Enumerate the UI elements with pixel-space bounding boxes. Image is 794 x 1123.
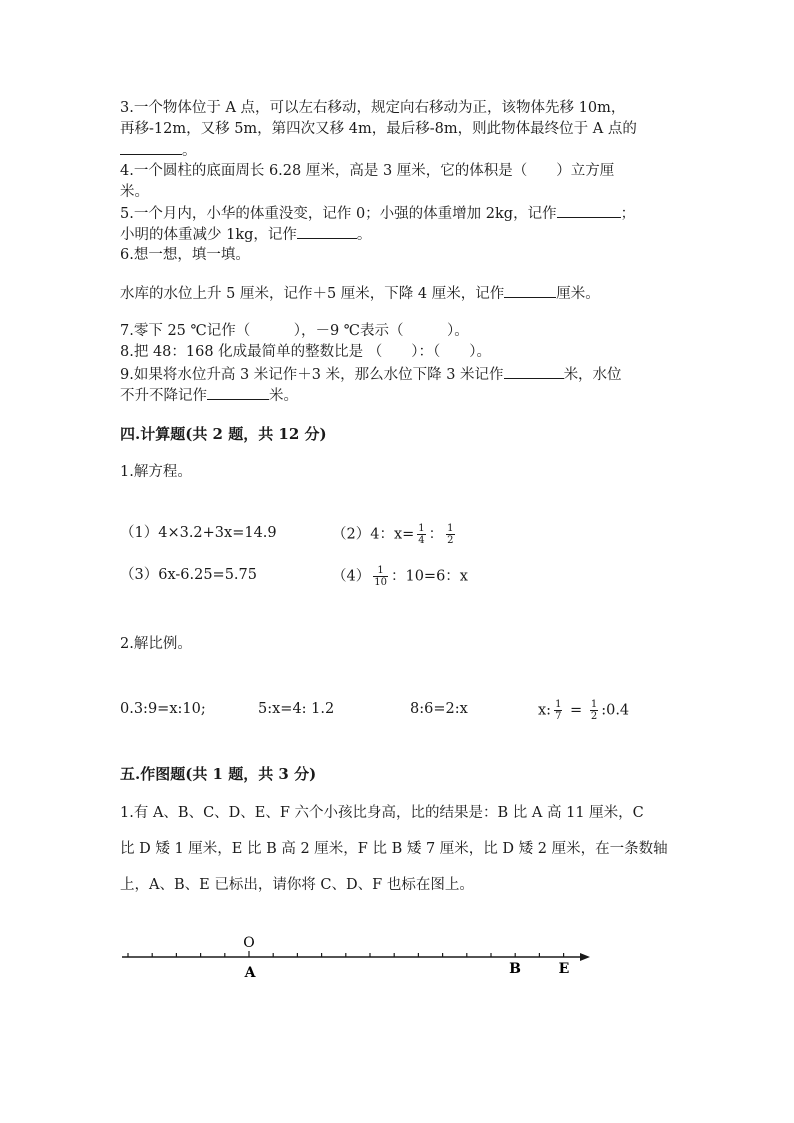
q4-line2: 米。 [120, 184, 149, 200]
q9-line1-text: 9.如果将水位升高 3 米记作＋3 米，那么水位下降 3 米记作 [120, 367, 504, 383]
q9-blank-1[interactable] [504, 364, 564, 379]
fraction-denominator: 2 [447, 535, 454, 546]
sec5-q1-line3: 上，A、B、E 已标出，请你将 C、D、F 也标在图上。 [120, 877, 474, 893]
equation-1: （1）4×3.2+3x=14.9 [120, 525, 277, 541]
fraction-numerator: 1 [447, 523, 454, 534]
q5-line1 [120, 203, 635, 224]
number-line-ticks [128, 951, 564, 957]
fraction-numerator: 1 [418, 523, 425, 534]
fraction-numerator: 1 [590, 699, 598, 710]
q9-line1-end: 米，水位 [563, 367, 622, 383]
q9-line2-end: 米。 [269, 388, 298, 404]
fraction-numerator: 1 [555, 699, 562, 710]
q6-line1: 6.想一想，填一填。 [120, 247, 250, 263]
q9-line2-text: 不升不降记作 [120, 388, 207, 404]
fraction-1-7 [554, 699, 562, 722]
proportion-4-equals: = [565, 702, 587, 719]
q9-blank-2[interactable] [207, 385, 269, 400]
q4-line1: 4.一个圆柱的底面周长 6.28 厘米，高是 3 厘米，它的体积是（ ）立方厘 [120, 163, 615, 179]
section-5-title: 五.作图题(共 1 题，共 3 分) [120, 765, 317, 783]
q5-line1-end: ； [620, 206, 636, 222]
sec5-q1-line1: 1.有 A、B、C、D、E、F 六个小孩比身高，比的结果是：B 比 A 高 11 厘米，C [120, 805, 644, 821]
proportion-4-rest: :0.4 [601, 702, 630, 719]
equation-3: （3）6x-6.25=5.75 [120, 567, 257, 583]
q5-blank-2[interactable] [297, 224, 357, 239]
equation-4-rest: ：10=6：x [390, 568, 468, 585]
proportion-3: 8:6=2:x [410, 701, 468, 717]
q3-line3 [120, 140, 197, 161]
equation-2-colon: ： [428, 526, 444, 543]
equation-2-text: （2）4：x= [332, 526, 415, 543]
number-line-arrow [580, 953, 590, 961]
q5-line2-end: 。 [356, 227, 372, 243]
sec4-q2-label: 2.解比例。 [120, 636, 192, 652]
fraction-denominator: 2 [590, 711, 598, 722]
number-line [0, 930, 794, 1010]
proportion-4 [538, 699, 629, 722]
q3-line2: 再移-12m，又移 5m，第四次又移 4m，最后移-8m，则此物体最终位于 A 点的 [120, 121, 637, 137]
q9-line2 [120, 385, 298, 406]
q6-line2-end: 厘米。 [556, 286, 600, 302]
fraction-1-10 [373, 565, 388, 588]
q5-line2 [120, 224, 371, 245]
q6-blank[interactable] [504, 283, 556, 298]
q5-line1-text: 5.一个月内，小华的体重没变，记作 0；小强的体重增加 2kg，记作 [120, 206, 557, 222]
point-b-label: B [509, 961, 521, 977]
point-a-label: A [244, 965, 256, 981]
sec4-q1-label: 1.解方程。 [120, 464, 192, 480]
section-4-title: 四.计算题(共 2 题，共 12 分) [120, 425, 327, 443]
q7-line: 7.零下 25 ℃记作（ ），－9 ℃表示（ ）。 [120, 323, 469, 339]
q6-line2 [120, 283, 600, 304]
q3-line1: 3.一个物体位于 A 点，可以左右移动，规定向右移动为正，该物体先移 10m， [120, 100, 626, 116]
fraction-numerator: 1 [373, 565, 388, 577]
fraction-denominator: 4 [418, 535, 425, 546]
proportion-1: 0.3:9=x:10; [120, 701, 206, 717]
fraction-denominator: 7 [555, 711, 562, 722]
proportion-4-text: x: [538, 702, 552, 719]
origin-label: O [243, 935, 255, 951]
q8-line: 8.把 48：168 化成最简单的整数比是 （ ）：（ ）。 [120, 344, 492, 360]
equation-4-text: （4） [332, 568, 371, 585]
q5-blank-1[interactable] [557, 203, 621, 218]
fraction-1-2b [590, 699, 598, 722]
fraction-1-4 [417, 523, 425, 546]
equation-4 [332, 565, 468, 588]
q3-answer-blank[interactable] [120, 140, 182, 155]
fraction-1-2 [446, 523, 454, 546]
equation-2 [332, 523, 458, 546]
q9-line1 [120, 364, 622, 385]
q5-line2-text: 小明的体重减少 1kg，记作 [120, 227, 297, 243]
sec5-q1-line2: 比 D 矮 1 厘米，E 比 B 高 2 厘米，F 比 B 矮 7 厘米，比 D 矮 2 厘米，在一条数轴 [120, 841, 668, 857]
q3-line3-end: 。 [182, 143, 197, 159]
q6-line2-text: 水库的水位上升 5 厘米，记作＋5 厘米，下降 4 厘米，记作 [120, 286, 505, 302]
proportion-2: 5:x=4: 1.2 [258, 701, 335, 717]
point-e-label: E [558, 961, 570, 977]
fraction-denominator: 10 [374, 577, 387, 588]
